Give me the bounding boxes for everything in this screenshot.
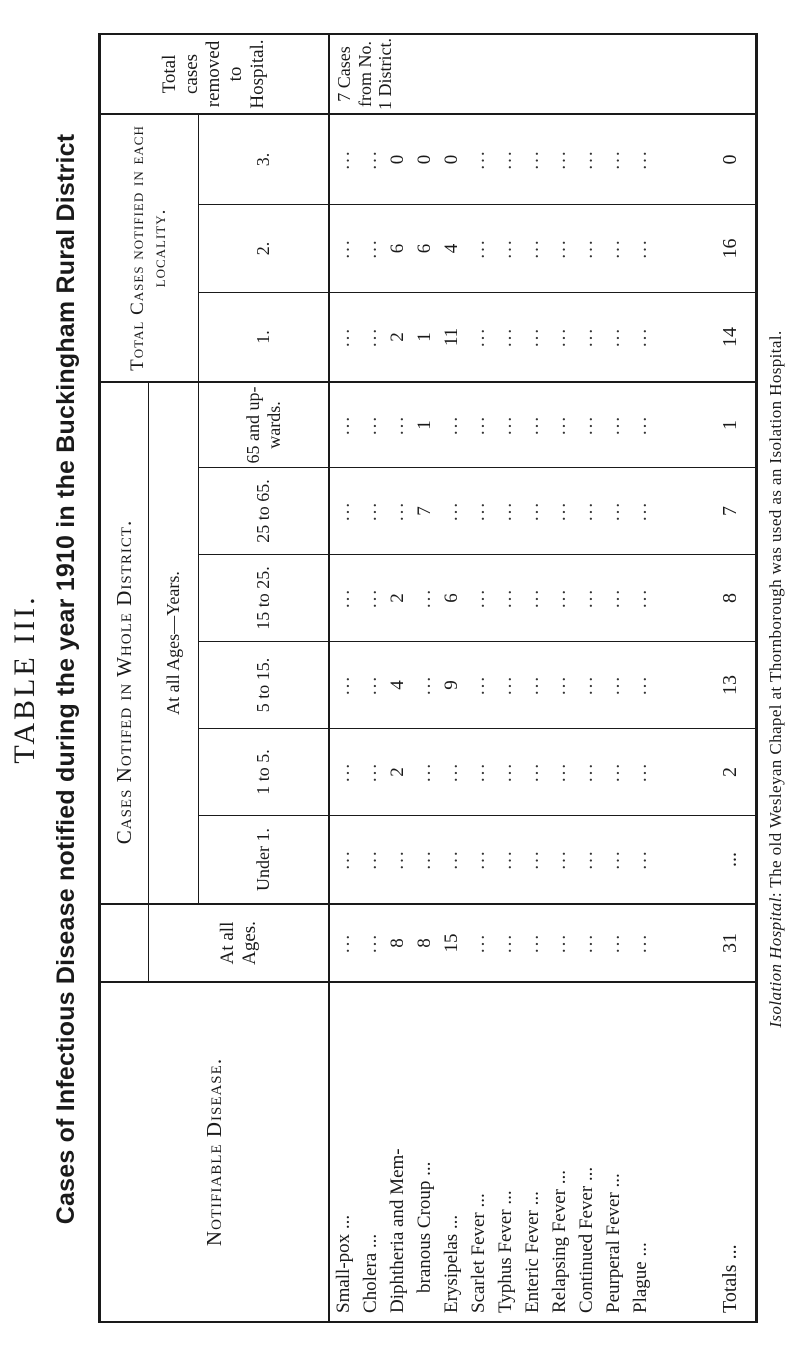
cell: 8 (387, 938, 408, 948)
age-group-header: At all Ages—Years. (163, 571, 184, 715)
locality-2-column (330, 205, 708, 292)
cell: ... (333, 326, 354, 348)
cell: ... (549, 326, 570, 348)
cell: ... (576, 326, 597, 348)
cell: ... (387, 849, 408, 870)
cell: ... (360, 932, 381, 954)
cell: 11 (441, 327, 462, 347)
cell: ... (603, 238, 624, 259)
totals-label: Totals ... (719, 1244, 741, 1313)
age-header-25-65: 25 to 65. (253, 479, 274, 543)
cell: ... (360, 674, 381, 696)
locality-header-1: 1. (253, 330, 274, 344)
cell: ... (468, 587, 489, 609)
disease-name: Small-pox ... (333, 1214, 354, 1313)
cell: ... (576, 674, 597, 696)
cell: ... (468, 761, 489, 783)
cell: ... (549, 761, 570, 783)
cell: 2 (387, 593, 408, 603)
disease-name: Erysipelas ... (441, 1214, 462, 1313)
cell: ... (522, 674, 543, 696)
cell: ... (414, 587, 435, 609)
cell: ... (630, 674, 651, 696)
table-bottom-rule (755, 33, 758, 1323)
cell: ... (603, 500, 624, 522)
cell: ... (414, 761, 435, 783)
cell: ... (333, 849, 354, 870)
cell: ... (630, 149, 651, 170)
cell: ... (495, 326, 516, 348)
cell: ... (333, 414, 354, 436)
total-under-1: ... (719, 852, 741, 867)
cell: 0 (441, 154, 462, 165)
cell: ... (630, 326, 651, 348)
cell: ... (603, 587, 624, 609)
cell: ... (576, 932, 597, 954)
cell: ... (630, 238, 651, 259)
cell: 15 (441, 933, 462, 953)
cell: ... (360, 238, 381, 259)
under-1-column (330, 816, 708, 903)
cell: ... (495, 674, 516, 696)
cell: ... (360, 149, 381, 170)
total-locality-3: 0 (719, 154, 741, 165)
cell: ... (630, 849, 651, 870)
cell: ... (495, 849, 516, 870)
cell: 2 (387, 767, 408, 777)
cell: ... (387, 414, 408, 436)
cell: ... (468, 149, 489, 170)
cell: ... (360, 761, 381, 783)
cell: 4 (441, 243, 462, 254)
cell: ... (333, 761, 354, 783)
cell: 1 (414, 420, 435, 430)
cell: 0 (387, 154, 408, 165)
age-65-up-column (330, 383, 708, 467)
cell: ... (441, 414, 462, 436)
cell: ... (522, 326, 543, 348)
age-5-15-column (330, 642, 708, 728)
cell: ... (603, 149, 624, 170)
age-header-under-1: Under 1. (253, 828, 274, 891)
footnote-lead: Isolation Hospital (766, 897, 785, 1028)
total-5-15: 13 (719, 675, 741, 695)
cell: ... (522, 761, 543, 783)
cell: ... (522, 500, 543, 522)
locality-1-column (330, 293, 708, 381)
cell: ... (549, 414, 570, 436)
hospital-header: Total cases removed to Hospital. (159, 39, 268, 109)
cell: ... (522, 587, 543, 609)
disease-name: branous Croup ... (414, 1161, 435, 1293)
all-ages-header: At all Ages. (216, 921, 260, 965)
cell: ... (360, 326, 381, 348)
cell: ... (468, 674, 489, 696)
disease-name: Scarlet Fever ... (468, 1193, 489, 1313)
locality-header-2: 2. (253, 241, 274, 256)
cell: ... (360, 414, 381, 436)
cell: ... (549, 149, 570, 170)
total-locality-2: 16 (719, 238, 741, 259)
cell: ... (576, 500, 597, 522)
cell: ... (468, 500, 489, 522)
cell: ... (414, 674, 435, 696)
age-header-5-15: 5 to 15. (253, 657, 274, 713)
table-label: TABLE III. (8, 594, 41, 764)
cell: ... (414, 849, 435, 870)
cell: ... (468, 238, 489, 259)
all-ages-column (330, 905, 708, 981)
cell: ... (549, 849, 570, 870)
total-locality-1: 14 (719, 327, 741, 347)
hospital-note: 7 Cases from No. 1 District. (334, 38, 396, 110)
cell: ... (522, 149, 543, 170)
infectious-disease-table (98, 33, 758, 1323)
disease-name: Relapsing Fever ... (549, 1169, 570, 1313)
footnote (766, 0, 786, 1358)
cell: 8 (414, 938, 435, 948)
cell: ... (603, 326, 624, 348)
cell: ... (630, 500, 651, 522)
footnote-text: : The old Wesleyan Chapel at Thornborough was used as an Isolation Hospital. (766, 330, 785, 898)
total-15-25: 8 (719, 593, 741, 603)
disease-name: Typhus Fever ... (495, 1190, 516, 1313)
cell: ... (441, 761, 462, 783)
cell: 2 (387, 332, 408, 342)
cell: ... (576, 238, 597, 259)
cell: ... (495, 932, 516, 954)
table-left-rule (98, 1321, 758, 1323)
cell: ... (387, 500, 408, 522)
age-header-65-up: 65 and up-wards. (242, 386, 284, 464)
cell: ... (603, 932, 624, 954)
cell: ... (360, 587, 381, 609)
cell: ... (576, 587, 597, 609)
age-header-15-25: 15 to 25. (253, 566, 274, 630)
cell: ... (549, 674, 570, 696)
cell: ... (630, 932, 651, 954)
disease-name: Diphtheria and Mem- (387, 1148, 408, 1313)
total-all-ages: 31 (719, 933, 741, 953)
cell: ... (495, 414, 516, 436)
cell: ... (360, 849, 381, 870)
cell: ... (576, 849, 597, 870)
cell: ... (603, 414, 624, 436)
disease-name: Enteric Fever ... (522, 1191, 543, 1313)
cell: ... (576, 149, 597, 170)
cell: ... (468, 932, 489, 954)
age-1-5-column (330, 729, 708, 815)
cell: 7 (414, 506, 435, 516)
cell: ... (495, 238, 516, 259)
cell: ... (333, 587, 354, 609)
cell: ... (441, 500, 462, 522)
cell: ... (603, 761, 624, 783)
disease-name: Plague ... (630, 1242, 651, 1313)
cell: 6 (414, 243, 435, 254)
cell: ... (549, 238, 570, 259)
cell: ... (549, 587, 570, 609)
cell: ... (549, 932, 570, 954)
locality-header-3: 3. (253, 152, 274, 167)
cell: 1 (414, 332, 435, 342)
locality-3-column (330, 115, 708, 204)
cell: ... (603, 849, 624, 870)
cell: ... (333, 149, 354, 170)
table-title: Cases of Infectious Disease notified during the year 1910 in the Buckingham Rural District (52, 133, 80, 1225)
cell: ... (495, 149, 516, 170)
cell: ... (576, 761, 597, 783)
cell: ... (468, 849, 489, 870)
disease-name: Peurperal Fever ... (603, 1173, 624, 1313)
cell: ... (522, 414, 543, 436)
cell: 6 (441, 593, 462, 603)
cell: 6 (387, 243, 408, 254)
cell: ... (468, 414, 489, 436)
age-header-1-5: 1 to 5. (253, 749, 274, 795)
district-header: Cases Notifed in Whole District. (111, 519, 136, 845)
total-1-5: 2 (719, 767, 741, 777)
cell: 0 (414, 154, 435, 165)
age-15-25-column (330, 555, 708, 641)
disease-name: Continued Fever ... (576, 1166, 597, 1313)
age-25-65-column (330, 468, 708, 554)
cell: ... (333, 932, 354, 954)
disease-names (330, 983, 708, 1321)
cell: ... (333, 238, 354, 259)
cell: ... (576, 414, 597, 436)
cell: ... (630, 414, 651, 436)
cell: ... (603, 674, 624, 696)
total-25-65: 7 (719, 506, 741, 516)
total-65-up: 1 (719, 420, 741, 430)
cell: ... (495, 500, 516, 522)
cell: ... (630, 587, 651, 609)
cell: ... (333, 500, 354, 522)
cell: ... (549, 500, 570, 522)
locality-header: Total Cases notified in each locality. (127, 125, 170, 371)
disease-header: Notifiable Disease. (201, 1057, 226, 1247)
cell: 4 (387, 680, 408, 690)
cell: ... (441, 849, 462, 870)
cell: ... (468, 326, 489, 348)
cell: ... (495, 761, 516, 783)
cell: ... (495, 587, 516, 609)
cell: ... (360, 500, 381, 522)
cell: ... (522, 932, 543, 954)
cell: 9 (441, 680, 462, 690)
cell: ... (630, 761, 651, 783)
disease-name: Cholera ... (360, 1233, 381, 1313)
cell: ... (333, 674, 354, 696)
cell: ... (522, 238, 543, 259)
cell: ... (522, 849, 543, 870)
